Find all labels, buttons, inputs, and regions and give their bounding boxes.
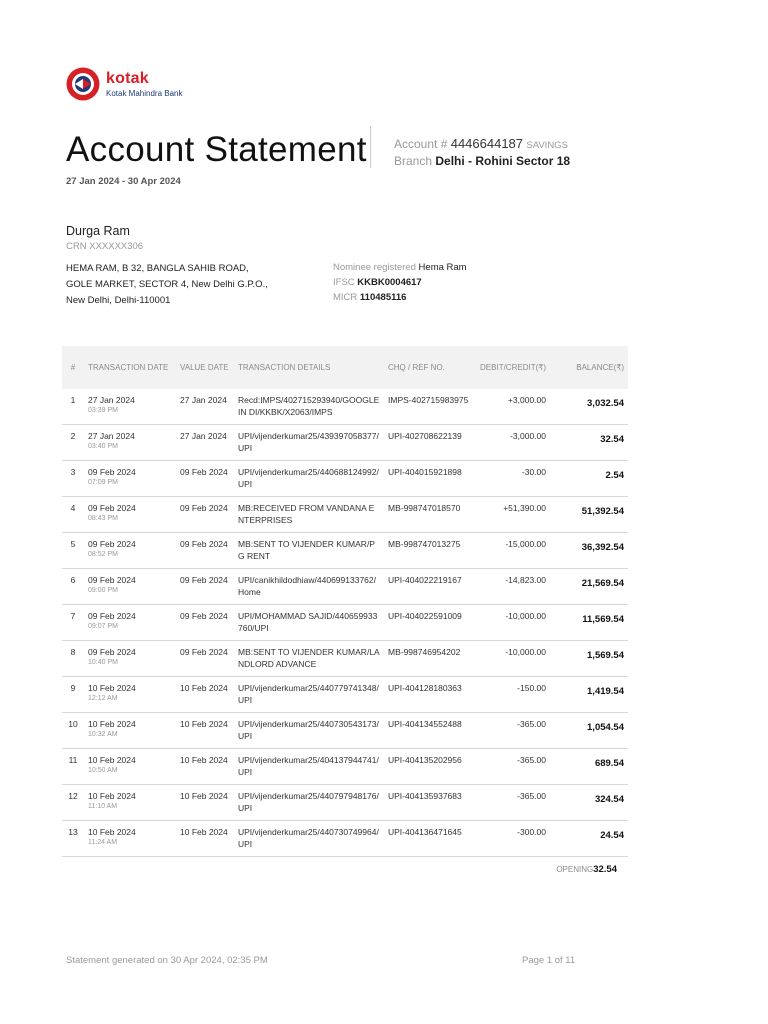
row-ref-no: UPI-404135202956	[384, 749, 476, 785]
row-amount: -365.00	[476, 713, 550, 749]
table-header-row	[62, 346, 628, 389]
row-value-date: 09 Feb 2024	[176, 461, 234, 497]
header-debit-credit: DEBIT/CREDIT(₹)	[476, 346, 550, 389]
row-ref-no: MB-998746954202	[384, 641, 476, 677]
row-details: MB:SENT TO VIJENDER KUMAR/PG RENT	[234, 533, 384, 569]
account-type: SAVINGS	[526, 140, 568, 151]
row-amount: -10,000.00	[476, 605, 550, 641]
row-transaction-date	[84, 749, 176, 785]
row-value-date: 10 Feb 2024	[176, 749, 234, 785]
row-balance-cell	[550, 533, 628, 569]
row-transaction-date	[84, 533, 176, 569]
row-balance-cell	[550, 785, 628, 821]
nominee-value: Hema Ram	[418, 262, 467, 273]
row-value-date: 09 Feb 2024	[176, 605, 234, 641]
header-balance: BALANCE(₹)	[550, 346, 628, 389]
row-balance-cell	[550, 713, 628, 749]
row-balance: 1,419.54	[587, 686, 624, 697]
row-ref-no: UPI-402708622139	[384, 425, 476, 461]
row-index: 5	[62, 533, 84, 569]
transaction-rows	[62, 389, 628, 857]
row-balance: 21,569.54	[581, 578, 624, 589]
row-balance: 324.54	[594, 794, 624, 805]
row-index: 7	[62, 605, 84, 641]
ifsc-label: IFSC	[333, 277, 355, 288]
row-value-date: 09 Feb 2024	[176, 533, 234, 569]
row-value-date: 10 Feb 2024	[176, 713, 234, 749]
opening-value: 32.54	[593, 864, 617, 875]
row-index: 6	[62, 569, 84, 605]
row-amount: -365.00	[476, 785, 550, 821]
row-date: 27 Jan 2024	[88, 395, 135, 405]
account-info	[394, 136, 568, 151]
branch-info	[394, 154, 570, 168]
row-index: 4	[62, 497, 84, 533]
kotak-logo-icon	[66, 67, 100, 101]
micr-label: MICR	[333, 292, 358, 303]
row-transaction-date	[84, 641, 176, 677]
row-balance-cell	[550, 425, 628, 461]
row-index: 13	[62, 821, 84, 857]
row-details: MB:SENT TO VIJENDER KUMAR/LANDLORD ADVANCE	[234, 641, 384, 677]
row-details: UPI/vijenderkumar25/440730543173/UPI	[234, 713, 384, 749]
nominee-label: Nominee registered	[333, 262, 416, 273]
row-ref-no: UPI-404135937683	[384, 785, 476, 821]
branch-label: Branch	[394, 154, 433, 168]
row-time: 11:10 AM	[88, 803, 118, 810]
customer-name: Durga Ram	[66, 224, 130, 238]
row-amount: +3,000.00	[476, 389, 550, 425]
row-time: 08:52 PM	[88, 551, 118, 558]
row-time: 10:32 AM	[88, 731, 118, 738]
row-details: Recd:IMPS/402715293940/GOOGLEIN DI/KKBK/X2063/IMPS	[234, 389, 384, 425]
row-amount: -10,000.00	[476, 641, 550, 677]
bank-logo	[66, 67, 183, 101]
row-amount: -14,823.00	[476, 569, 550, 605]
row-ref-no: MB-998747013275	[384, 533, 476, 569]
row-ref-no: UPI-404015921898	[384, 461, 476, 497]
statement-period: 27 Jan 2024 - 30 Apr 2024	[66, 176, 181, 187]
row-balance: 689.54	[594, 758, 624, 769]
row-balance-cell	[550, 677, 628, 713]
row-value-date: 09 Feb 2024	[176, 497, 234, 533]
table-row	[62, 785, 628, 821]
row-time: 12:12 AM	[88, 695, 118, 702]
row-value-date: 09 Feb 2024	[176, 569, 234, 605]
row-index: 10	[62, 713, 84, 749]
row-balance-cell	[550, 569, 628, 605]
row-time: 10:40 PM	[88, 659, 118, 666]
row-time: 10:50 AM	[88, 767, 118, 774]
header-transaction-details: TRANSACTION DETAILS	[234, 346, 384, 389]
nominee-info	[333, 262, 467, 273]
row-time: 11:24 AM	[88, 839, 118, 846]
row-details: UPI/vijenderkumar25/440779741348/UPI	[234, 677, 384, 713]
row-balance: 24.54	[600, 830, 624, 841]
row-details: UPI/vijenderkumar25/440797948176/UPI	[234, 785, 384, 821]
row-balance-cell	[550, 389, 628, 425]
row-date: 10 Feb 2024	[88, 791, 136, 801]
row-transaction-date	[84, 425, 176, 461]
row-index: 9	[62, 677, 84, 713]
row-ref-no: UPI-404134552488	[384, 713, 476, 749]
row-details: UPI/vijenderkumar25/404137944741/UPI	[234, 749, 384, 785]
row-amount: -3,000.00	[476, 425, 550, 461]
generated-note: Statement generated on 30 Apr 2024, 02:35 PM	[66, 955, 268, 966]
row-value-date: 27 Jan 2024	[176, 389, 234, 425]
row-transaction-date	[84, 785, 176, 821]
row-date: 09 Feb 2024	[88, 611, 136, 621]
page-title: Account Statement	[66, 130, 367, 169]
row-date: 09 Feb 2024	[88, 503, 136, 513]
transaction-table	[62, 346, 628, 857]
row-index: 2	[62, 425, 84, 461]
page-indicator: Page 1 of 11	[522, 955, 576, 966]
header-transaction-date: TRANSACTION DATE	[84, 346, 176, 389]
row-transaction-date	[84, 677, 176, 713]
row-balance-cell	[550, 497, 628, 533]
row-details: UPI/vijenderkumar25/440730749964/UPI	[234, 821, 384, 857]
table-row	[62, 749, 628, 785]
row-time: 09:07 PM	[88, 623, 118, 630]
row-details: UPI/vijenderkumar25/440688124992/UPI	[234, 461, 384, 497]
row-balance: 3,032.54	[587, 398, 624, 409]
row-time: 03:40 PM	[88, 443, 118, 450]
row-balance: 51,392.54	[581, 506, 624, 517]
micr-value: 110485116	[359, 292, 407, 303]
row-balance-cell	[550, 641, 628, 677]
row-ref-no: MB-998747018570	[384, 497, 476, 533]
table-row	[62, 389, 628, 425]
row-balance: 1,569.54	[587, 650, 624, 661]
table-row	[62, 533, 628, 569]
row-details: MB:RECEIVED FROM VANDANA ENTERPRISES	[234, 497, 384, 533]
address-line: HEMA RAM, B 32, BANGLA SAHIB ROAD,	[66, 263, 249, 274]
row-balance-cell	[550, 749, 628, 785]
row-index: 1	[62, 389, 84, 425]
ifsc-value: KKBK0004617	[357, 277, 422, 288]
row-ref-no: UPI-404022591009	[384, 605, 476, 641]
row-ref-no: UPI-404128180363	[384, 677, 476, 713]
row-balance-cell	[550, 821, 628, 857]
table-row	[62, 677, 628, 713]
row-date: 09 Feb 2024	[88, 647, 136, 657]
header-divider	[370, 126, 371, 168]
branch-name: Delhi - Rohini Sector 18	[435, 154, 571, 168]
table-row	[62, 569, 628, 605]
address-line: GOLE MARKET, SECTOR 4, New Delhi G.P.O.,	[66, 279, 268, 290]
table-row	[62, 713, 628, 749]
row-amount: +51,390.00	[476, 497, 550, 533]
row-time: 07:09 PM	[88, 479, 118, 486]
account-number: 4446644187	[450, 136, 524, 151]
header-value-date: VALUE DATE	[176, 346, 234, 389]
row-amount: -30.00	[476, 461, 550, 497]
row-value-date: 10 Feb 2024	[176, 821, 234, 857]
row-transaction-date	[84, 389, 176, 425]
opening-label: OPENING	[556, 865, 594, 874]
row-balance-cell	[550, 461, 628, 497]
table-row	[62, 497, 628, 533]
row-transaction-date	[84, 461, 176, 497]
row-balance: 1,054.54	[587, 722, 624, 733]
row-transaction-date	[84, 569, 176, 605]
row-ref-no: IMPS-402715983975	[384, 389, 476, 425]
row-date: 10 Feb 2024	[88, 827, 136, 837]
row-transaction-date	[84, 713, 176, 749]
bank-name: kotak	[106, 69, 149, 87]
row-index: 8	[62, 641, 84, 677]
table-row	[62, 605, 628, 641]
address-line: New Delhi, Delhi-110001	[66, 295, 171, 306]
table-row	[62, 425, 628, 461]
row-details: UPI/MOHAMMAD SAJID/440659933760/UPI	[234, 605, 384, 641]
row-value-date: 10 Feb 2024	[176, 785, 234, 821]
row-balance: 36,392.54	[581, 542, 624, 553]
row-index: 11	[62, 749, 84, 785]
row-amount: -365.00	[476, 749, 550, 785]
row-amount: -15,000.00	[476, 533, 550, 569]
row-balance: 11,569.54	[582, 614, 624, 625]
row-date: 10 Feb 2024	[88, 755, 136, 765]
micr-info	[333, 292, 406, 303]
row-transaction-date	[84, 821, 176, 857]
table-row	[62, 641, 628, 677]
customer-crn: CRN XXXXXX306	[66, 241, 144, 252]
customer-address	[66, 261, 276, 309]
row-value-date: 27 Jan 2024	[176, 425, 234, 461]
row-amount: -150.00	[476, 677, 550, 713]
row-date: 10 Feb 2024	[88, 683, 136, 693]
bank-subtitle: Kotak Mahindra Bank	[106, 88, 183, 98]
header-index: #	[62, 346, 84, 389]
row-date: 27 Jan 2024	[88, 431, 135, 441]
row-transaction-date	[84, 605, 176, 641]
row-value-date: 10 Feb 2024	[176, 677, 234, 713]
row-transaction-date	[84, 497, 176, 533]
row-details: UPI/canikhildodhiaw/440699133762/Home	[234, 569, 384, 605]
opening-balance	[556, 864, 617, 875]
row-balance: 2.54	[605, 470, 624, 481]
row-balance: 32.54	[600, 434, 624, 445]
row-details: UPI/vijenderkumar25/439397058377/UPI	[234, 425, 384, 461]
header-ref-no: CHQ / REF NO.	[384, 346, 476, 389]
table-row	[62, 461, 628, 497]
table-row	[62, 821, 628, 857]
row-date: 09 Feb 2024	[88, 575, 136, 585]
ifsc-info	[333, 277, 422, 288]
row-ref-no: UPI-404136471645	[384, 821, 476, 857]
row-value-date: 09 Feb 2024	[176, 641, 234, 677]
row-time: 03:39 PM	[88, 407, 118, 414]
row-balance-cell	[550, 605, 628, 641]
row-date: 09 Feb 2024	[88, 467, 136, 477]
row-index: 12	[62, 785, 84, 821]
account-label: Account #	[394, 137, 448, 151]
row-amount: -300.00	[476, 821, 550, 857]
row-date: 10 Feb 2024	[88, 719, 136, 729]
row-date: 09 Feb 2024	[88, 539, 136, 549]
row-index: 3	[62, 461, 84, 497]
row-ref-no: UPI-404022219167	[384, 569, 476, 605]
row-time: 09:00 PM	[88, 587, 118, 594]
row-time: 08:43 PM	[88, 515, 118, 522]
